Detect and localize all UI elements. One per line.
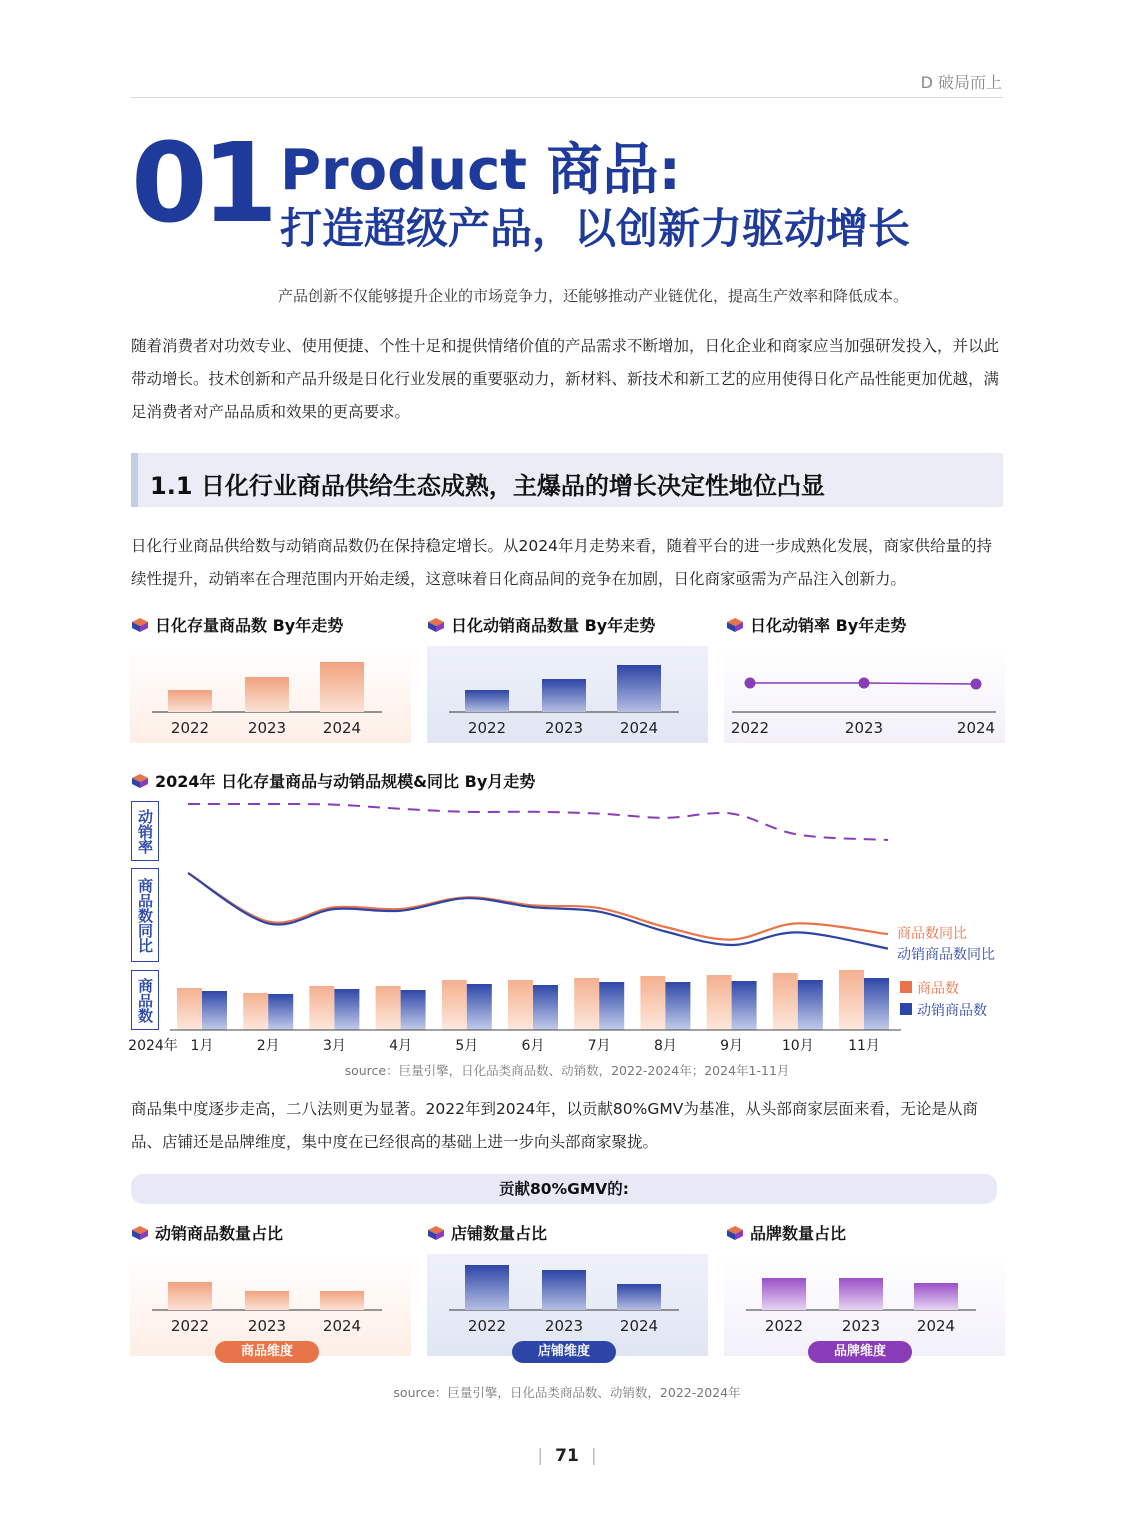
goods-yoy-line — [188, 873, 888, 940]
moving-bar-1月 — [202, 991, 227, 1030]
chart-title-text: 日化动销商品数量 By年走势 — [451, 616, 656, 635]
legend-label: 商品数 — [917, 981, 959, 997]
goods-bar-6月 — [508, 980, 533, 1030]
month-tick: 9月 — [720, 1038, 744, 1054]
lead-text: 产品创新不仅能够提升企业的市场竞争力，还能够推动产业链优化，提高生产效率和降低成本。 — [278, 287, 909, 305]
page-number: | 71 | — [537, 1446, 597, 1466]
bar-2023 — [542, 679, 586, 712]
legend-label: 商品数同比 — [897, 926, 967, 942]
source-note-1: source：巨量引擎，日化品类商品数、动销数，2022-2024年；2024年1-11月 — [344, 1063, 790, 1078]
rate-chart-panel — [724, 646, 1005, 743]
band-label-text: 商品数同比 — [136, 877, 154, 953]
tick-label: 2023 — [247, 1317, 287, 1335]
rate-dashed-line — [188, 804, 888, 840]
monthly-chart-title — [131, 769, 535, 792]
moving-chart-title — [427, 613, 655, 636]
gmv-goods-title — [131, 1221, 283, 1244]
month-tick: 2月 — [256, 1038, 280, 1054]
chart-title-text: 品牌数量占比 — [750, 1224, 847, 1243]
month-tick: 6月 — [521, 1038, 545, 1054]
chart-title-text: 日化存量商品数 By年走势 — [155, 616, 344, 635]
tag-brand-dimension: 品牌维度 — [808, 1341, 912, 1363]
monthly-combo-chart — [125, 795, 1010, 1060]
tick-label: 2024 — [619, 719, 659, 737]
bar-2024 — [320, 1291, 364, 1310]
goods-bar-3月 — [309, 986, 334, 1030]
moving-yoy-line — [188, 873, 888, 949]
cube-icon — [726, 1225, 744, 1241]
bar-2023 — [542, 1270, 586, 1310]
page-number-text: 71 — [555, 1446, 579, 1466]
bar-2022 — [168, 690, 212, 712]
goods-bar-11月 — [839, 970, 864, 1030]
moving-chart-panel — [427, 646, 708, 743]
stock-chart-panel — [130, 646, 411, 743]
tick-label: 2024 — [322, 719, 362, 737]
goods-bar-2月 — [243, 993, 268, 1030]
bar-2024 — [914, 1283, 958, 1310]
section-heading-accent — [131, 453, 138, 507]
moving-bar-6月 — [533, 985, 558, 1030]
axis-prefix: 2024年 — [128, 1038, 178, 1054]
moving-bar-7月 — [599, 982, 624, 1030]
tick-label: 2022 — [764, 1317, 804, 1335]
source-note-2: source：巨量引擎，日化品类商品数、动销数，2022-2024年 — [393, 1385, 741, 1400]
tick-label: 2023 — [844, 719, 884, 737]
month-tick: 10月 — [781, 1038, 814, 1054]
tick-label: 2022 — [730, 719, 770, 737]
tag-goods-dimension: 商品维度 — [215, 1341, 319, 1363]
gmv-banner: 贡献80%GMV的: — [131, 1174, 997, 1204]
moving-bar-5月 — [467, 984, 492, 1030]
goods-bar-5月 — [442, 980, 467, 1030]
chapter-title: Product 商品: — [280, 138, 681, 203]
bar-2022 — [168, 1282, 212, 1310]
rate-point — [745, 678, 756, 689]
section-header: D 破局而上 — [920, 73, 1002, 92]
moving-bar-9月 — [732, 981, 757, 1030]
chart-title-text: 2024年 日化存量商品与动销品规模&同比 By月走势 — [155, 772, 536, 791]
tick-label: 2023 — [247, 719, 287, 737]
cube-icon — [427, 617, 445, 633]
stock-chart-title — [131, 613, 343, 636]
chart-title-text: 日化动销率 By年走势 — [750, 616, 907, 635]
tick-label: 2023 — [841, 1317, 881, 1335]
moving-bar-4月 — [401, 990, 426, 1030]
legend-swatch — [900, 1003, 912, 1015]
cube-icon — [726, 617, 744, 633]
moving-bar-10月 — [798, 980, 823, 1030]
legend-label: 动销商品数同比 — [897, 947, 995, 963]
cube-icon — [131, 617, 149, 633]
band-label-text: 商品数 — [136, 977, 154, 1023]
intro-paragraph: 随着消费者对功效专业、使用便捷、个性十足和提供情绪价值的产品需求不断增加，日化企业和商家应当加强研发投入，并以此带动增长。技术创新和产品升级是日化行业发展的重要驱动力，新材料、新技术和新工艺的应用使得日化产品性能更加优越，满足消费者对产品品质和效果的更高要求。 — [131, 337, 1000, 421]
tick-label: 2023 — [544, 1317, 584, 1335]
month-tick: 5月 — [455, 1038, 479, 1054]
goods-bar-1月 — [177, 988, 202, 1030]
cube-icon — [131, 1225, 149, 1241]
rate-chart-title — [726, 613, 906, 636]
moving-bar-3月 — [334, 989, 359, 1030]
bar-2022 — [465, 690, 509, 712]
bar-2023 — [245, 1291, 289, 1310]
rate-line-chart — [724, 646, 1005, 743]
tick-label: 2024 — [619, 1317, 659, 1335]
bar-2023 — [839, 1278, 883, 1310]
stock-bar-chart — [130, 646, 411, 743]
section-paragraph-2: 商品集中度逐步走高，二八法则更为显著。2022年到2024年，以贡献80%GMV为基准，从头部商家层面来看，无论是从商品、店铺还是品牌维度，集中度在已经很高的基础上进一步向头部商家聚拢。 — [131, 1100, 978, 1151]
bar-2024 — [617, 1284, 661, 1310]
goods-bar-7月 — [574, 978, 599, 1030]
month-tick: 11月 — [848, 1038, 880, 1054]
tag-shop-dimension: 店铺维度 — [512, 1341, 616, 1363]
goods-bar-10月 — [773, 973, 798, 1030]
tick-label: 2022 — [170, 1317, 210, 1335]
cube-icon — [427, 1225, 445, 1241]
month-tick: 1月 — [190, 1038, 214, 1054]
rate-point — [859, 678, 870, 689]
bar-2022 — [465, 1265, 509, 1310]
rate-point — [971, 679, 982, 690]
section-paragraph-1: 日化行业商品供给数与动销商品数仍在保持稳定增长。从2024年月走势来看，随着平台的进一步成熟化发展，商家供给量的持续性提升，动销率在合理范围内开始走缓，这意味着日化商品间的竞争在加剧，日化商家亟需为产品注入创新力。 — [131, 537, 992, 588]
band-label-text: 动销率 — [136, 808, 154, 854]
month-tick: 3月 — [322, 1038, 346, 1054]
cube-icon — [131, 773, 149, 789]
bar-2022 — [762, 1278, 806, 1310]
goods-bar-8月 — [640, 976, 665, 1030]
month-tick: 4月 — [389, 1038, 413, 1054]
month-tick: 8月 — [653, 1038, 677, 1054]
gmv-shops-title — [427, 1221, 547, 1244]
legend-swatch — [900, 981, 912, 993]
month-tick: 7月 — [587, 1038, 611, 1054]
tick-label: 2022 — [170, 719, 210, 737]
moving-bar-8月 — [665, 982, 690, 1030]
chapter-number: 01 — [131, 119, 273, 247]
goods-bar-4月 — [376, 986, 401, 1030]
tick-label: 2022 — [467, 719, 507, 737]
tick-label: 2024 — [956, 719, 996, 737]
tick-label: 2023 — [544, 719, 584, 737]
moving-bar-chart — [427, 646, 708, 743]
moving-bar-11月 — [864, 978, 889, 1030]
bar-2024 — [320, 662, 364, 712]
legend-label: 动销商品数 — [917, 1003, 987, 1019]
chart-title-text: 店铺数量占比 — [451, 1224, 548, 1243]
gmv-brands-title — [726, 1221, 846, 1244]
tick-label: 2024 — [322, 1317, 362, 1335]
section-title: 1.1 日化行业商品供给生态成熟，主爆品的增长决定性地位凸显 — [150, 472, 825, 500]
header-divider — [131, 97, 1003, 98]
chart-title-text: 动销商品数量占比 — [155, 1224, 284, 1243]
bar-2024 — [617, 665, 661, 712]
chapter-subtitle: 打造超级产品，以创新力驱动增长 — [280, 204, 911, 253]
tick-label: 2022 — [467, 1317, 507, 1335]
bar-2023 — [245, 677, 289, 712]
goods-bar-9月 — [707, 975, 732, 1030]
moving-bar-2月 — [268, 994, 293, 1030]
tick-label: 2024 — [916, 1317, 956, 1335]
